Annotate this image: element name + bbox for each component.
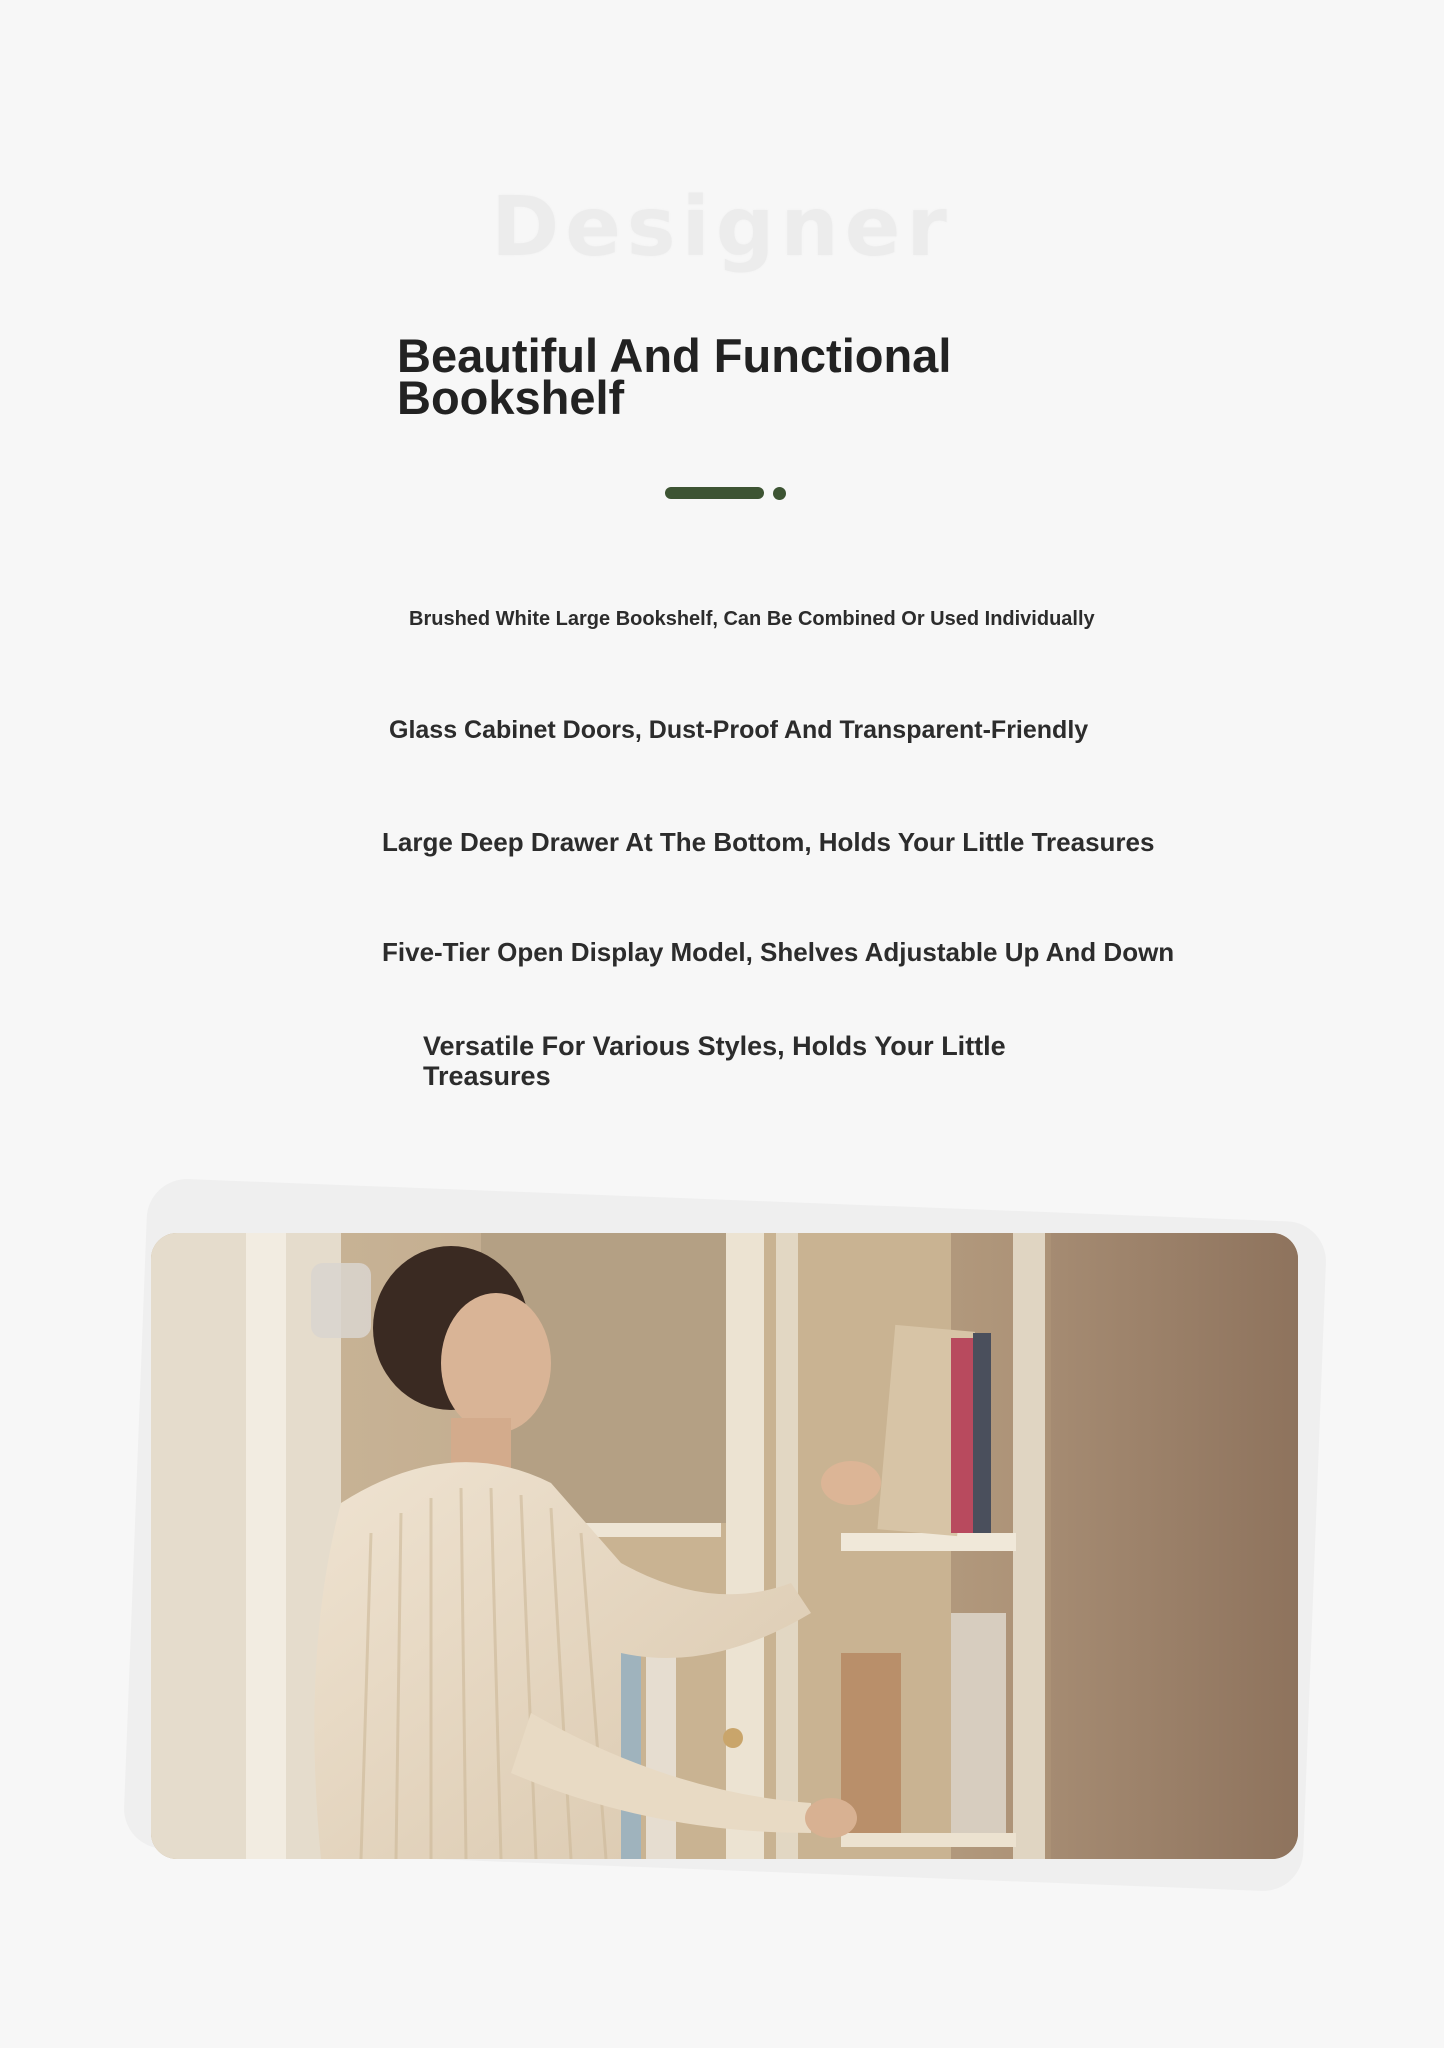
feature-line-2: Glass Cabinet Doors, Dust-Proof And Transparent-Friendly	[389, 716, 1089, 744]
feature-line-1: Brushed White Large Bookshelf, Can Be Combined Or Used Individually	[409, 608, 1095, 630]
divider-bar	[665, 487, 764, 499]
divider-dot	[773, 487, 786, 500]
designer-watermark: Designer	[491, 180, 953, 275]
page-title: Beautiful And Functional Bookshelf	[397, 329, 952, 424]
woman-opening-bookshelf-photo	[151, 1233, 1298, 1859]
feature-line-4: Five-Tier Open Display Model, Shelves Adjustable Up And Down	[382, 937, 1175, 967]
feature-line-5: Versatile For Various Styles, Holds Your Little Treasures	[423, 1031, 1006, 1091]
feature-line-3: Large Deep Drawer At The Bottom, Holds Your Little Treasures	[382, 827, 1155, 857]
product-photo	[151, 1233, 1298, 1859]
